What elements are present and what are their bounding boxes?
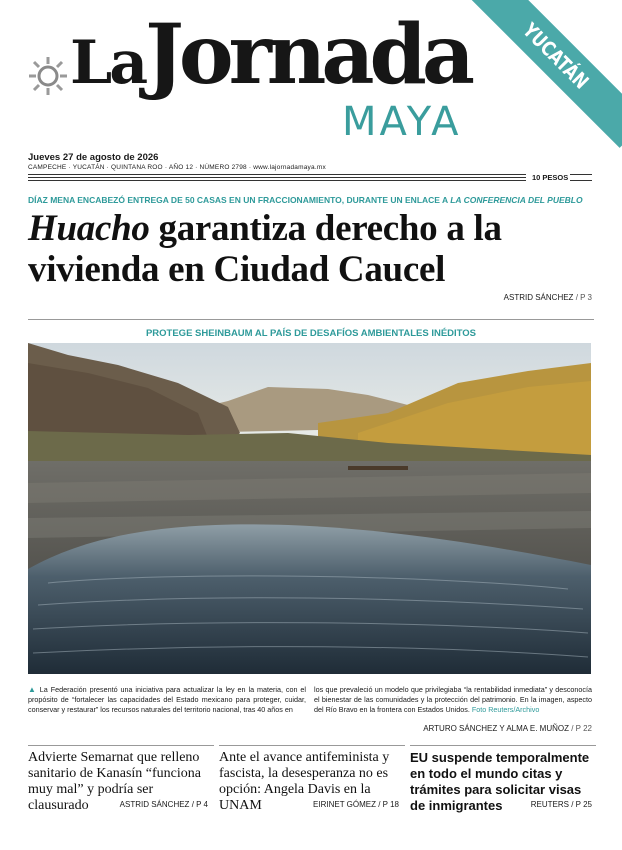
sub-brand: MAYA — [342, 99, 462, 145]
rio-bravo-photo[interactable] — [28, 343, 591, 674]
issue-meta: CAMPECHE · YUCATÁN · QUINTANA ROO · AÑO 12 · NÚMERO 2798 · www.lajornadamaya.mx — [28, 164, 326, 171]
edition-label: YUCATÁN — [518, 18, 594, 94]
photo-byline — [423, 724, 592, 733]
divider — [570, 174, 592, 181]
main-byline — [504, 293, 592, 302]
byline-page: / P 3 — [575, 293, 592, 302]
main-kicker-text: DÍAZ MENA ENCABEZÓ ENTREGA DE 50 CASAS EN UN FRACCIONAMIENTO, DURANTE UN ENLACE A — [28, 195, 448, 205]
main-kicker-italic: LA CONFERENCIA DEL PUEBLO — [450, 195, 583, 205]
teaser-2-title: Ante el avance antifeminista y fascista, la desesperanza no es opción: Angela Davis en la UNAM — [219, 750, 390, 813]
photo-credit: Foto Reuters/Archivo — [471, 705, 540, 714]
divider — [28, 174, 526, 181]
headline-rest: garantiza derecho a la vivienda en Ciudad Caucel — [28, 208, 502, 290]
photo-byline-author: ARTURO SÁNCHEZ Y ALMA E. MUÑOZ — [423, 724, 569, 733]
main-kicker — [28, 195, 583, 205]
edition-ribbon — [464, 0, 622, 148]
sun-logo-icon — [28, 56, 68, 96]
teaser-1-title: Advierte Semarnat que relleno sanitario de Kanasín “funciona muy mal” y podría ser clausurado — [28, 750, 201, 813]
teaser-1-byline — [120, 800, 208, 809]
brand-logo — [70, 7, 470, 103]
landscape-image — [28, 343, 591, 674]
issue-date: Jueves 27 de agosto de 2026 — [28, 152, 159, 163]
caption-text-2: los que prevaleció un modelo que privilegiaba “la rentabilidad inmediata” y desconocía el bienestar de las comunidades y la protección del patrimonio. En la imagen, aspecto del Río Bravo en la frontera con Estados Unidos. — [314, 685, 592, 714]
brand-la: La — [70, 28, 146, 98]
triangle-marker-icon: ▲ — [28, 685, 37, 694]
caption-col-1 — [28, 685, 306, 715]
teaser-2-page: / P 18 — [378, 800, 399, 809]
divider — [28, 319, 594, 320]
teaser-2-author: EIRINET GÓMEZ — [313, 800, 376, 809]
teaser-3-byline — [531, 800, 592, 809]
photo-byline-page: / P 22 — [571, 724, 592, 733]
teaser-3-title: EU suspende temporalmente en todo el mundo citas y trámites para solicitar visas de inmigrantes — [410, 750, 590, 813]
issue-price: 10 PESOS — [532, 173, 569, 182]
caption-col-2 — [314, 685, 592, 715]
main-headline[interactable] — [28, 208, 608, 290]
byline-author: ASTRID SÁNCHEZ — [503, 293, 574, 302]
teaser-2-byline — [313, 800, 399, 809]
masthead — [0, 0, 622, 150]
brand-jornada: Jornada — [145, 7, 470, 103]
headline-italic: Huacho — [28, 208, 150, 249]
teaser-1-author: ASTRID SÁNCHEZ — [119, 800, 190, 809]
photo-kicker: PROTEGE SHEINBAUM AL PAÍS DE DESAFÍOS AMBIENTALES INÉDITOS — [145, 328, 477, 339]
teaser-1-page: / P 4 — [191, 800, 208, 809]
teaser-3-author: REUTERS — [530, 800, 569, 809]
caption-text-1: La Federación presentó una iniciativa para actualizar la ley en la materia, con el propósito de “fortalecer las capacidades del Estado mexicano para proteger, cuidar, conservar y restaurar” los recursos naturales del territorio nacional, tras 40 años en — [28, 685, 307, 714]
teaser-3-page: / P 25 — [571, 800, 592, 809]
